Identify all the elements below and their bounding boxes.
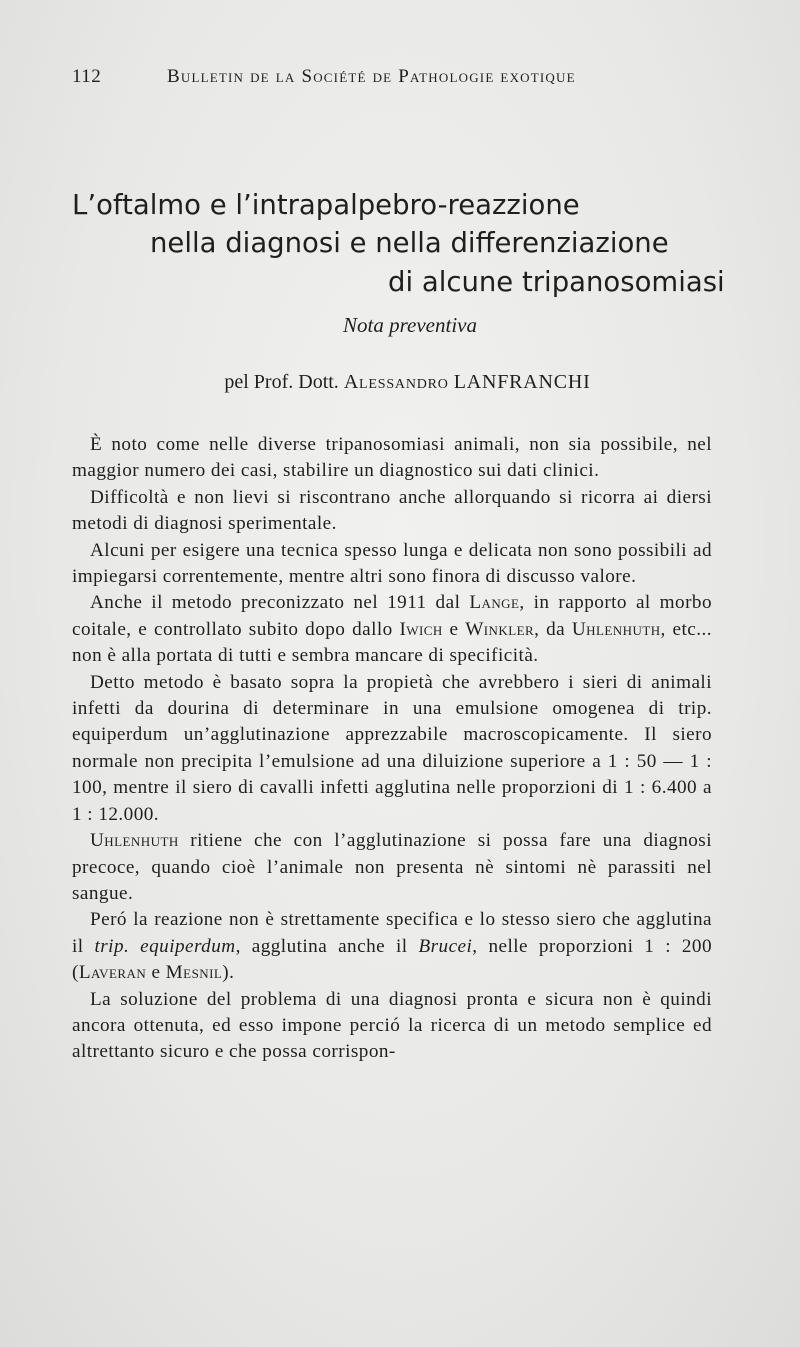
paragraph-4: Anche il metodo preconizzato nel 1911 dal Lange, in rapporto al morbo coitale, e controllato subito dopo dallo Iwich e Winkler, da Uhlenhuth, etc... non è alla portata di tutti e sembra mancare di specificità. <box>72 592 712 667</box>
species-trip-equiperdum: trip. equiperdum <box>94 935 236 957</box>
author-last-name: LANFRANCHI <box>453 371 591 393</box>
body-text <box>72 432 712 1066</box>
paragraph-1: È noto come nelle diverse tripanosomiasi animali, non sia possibile, nel maggior numero dei casi, stabilire un diagnostico sui dati clinici. <box>72 434 712 482</box>
author-ref-winkler: Winkler <box>465 618 535 640</box>
author-line <box>0 371 800 394</box>
article-title-line-1: L’oftalmo e l’intrapalpebro-reazzione <box>72 189 580 221</box>
paragraph-3: Alcuni per esigere una tecnica spesso lunga e delicata non sono possibili ad impiegarsi correntemente, mentre altri sono finora di discusso valore. <box>72 539 712 588</box>
journal-title: Bulletin de la Société de Pathologie exotique <box>167 66 576 87</box>
page-number: 112 <box>72 66 102 87</box>
running-head <box>72 66 712 92</box>
author-ref-mesnil: Mesnil <box>165 962 223 984</box>
author-ref-laveran: Laveran <box>78 962 147 984</box>
species-brucei: Brucei <box>418 935 473 957</box>
author-ref-uhlenhuth-2: Uhlenhuth <box>90 830 179 852</box>
paragraph-5: Detto metodo è basato sopra la propietà che avrebbero i sieri di animali infetti da dourina di determinare in una emulsione omogenea di trip. equiperdum un’agglutinazione apprezzabile macroscopicamente. Il siero normale non precipita l’emulsione ad una diluizione superiore a 1 : 50 — 1 : 100, mentre il siero di cavalli infetti agglutina nelle proporzioni di 1 : 6.400 a 1 : 12.000. <box>72 671 712 825</box>
paragraph-8: La soluzione del problema di una diagnosi pronta e sicura non è quindi ancora ottenuta, ed esso impone perció la ricerca di un metodo semplice ed altrettanto sicuro e che possa corrispon- <box>72 988 712 1063</box>
article-title-line-3: di alcune tripanosomiasi <box>388 266 725 298</box>
author-first-name: Alessandro <box>343 371 449 393</box>
author-ref-iwich: Iwich <box>399 618 443 640</box>
author-ref-lange: Lange <box>469 592 520 614</box>
author-ref-uhlenhuth: Uhlenhuth <box>571 618 661 640</box>
article-title-line-2: nella diagnosi e nella differenziazione <box>150 227 669 259</box>
paragraph-6: Uhlenhuth ritiene che con l’agglutinazione si possa fare una diagnosi precoce, quando cioè l’animale non presenta nè sintomi nè parassiti nel sangue. <box>72 830 712 904</box>
author-prefix: pel Prof. Dott. <box>224 371 344 393</box>
article-subtitle: Nota preventiva <box>343 313 477 337</box>
paragraph-2: Difficoltà e non lievi si riscontrano anche allorquando si ricorra ai diersi metodi di diagnosi sperimentale. <box>72 486 712 535</box>
paragraph-7: Peró la reazione non è strettamente specifica e lo stesso siero che agglutina il trip. equiperdum, agglutina anche il Brucei, nelle proporzioni 1 : 200 (Laveran e Mesnil). <box>72 909 713 984</box>
